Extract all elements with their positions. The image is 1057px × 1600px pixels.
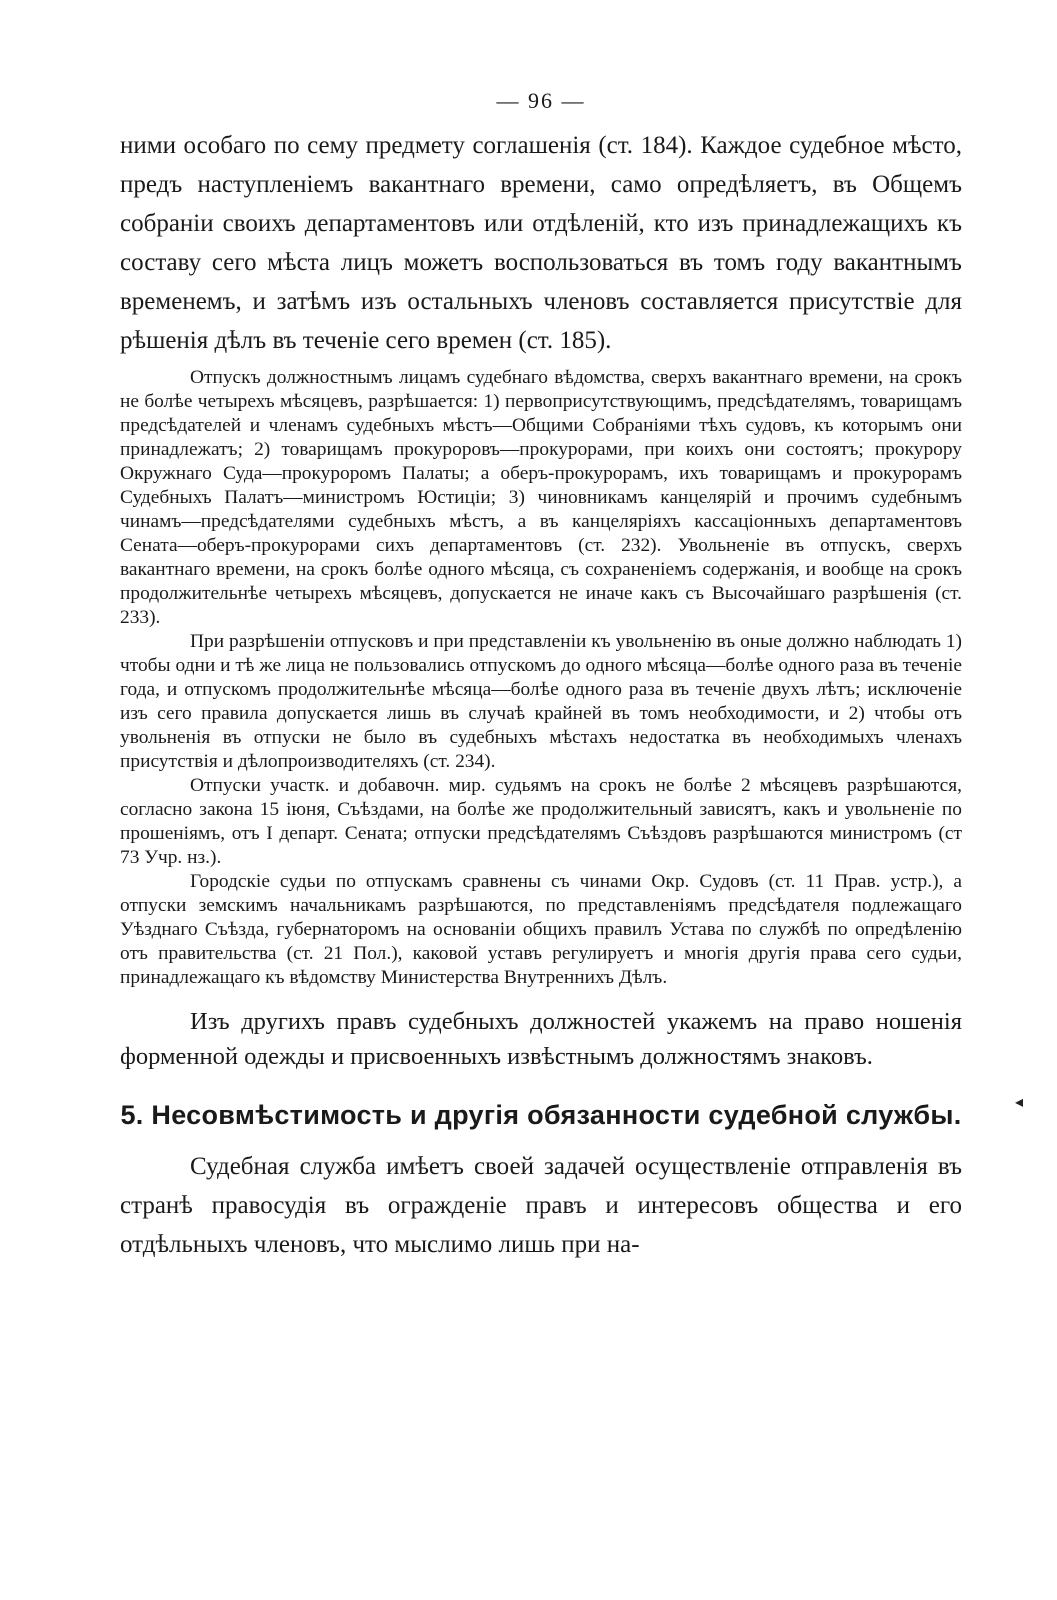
small-paragraph-justices: Отпуски участк. и добавочн. мир. судьямъ на срокъ не болѣе 2 мѣсяцевъ разрѣшаются, согласно закона 15 іюня, Съѣздами, на болѣе же продолжительный зависятъ, какъ и увольненіе по прошеніямъ, отъ I департ. Сената; отпуски предсѣдателямъ Съѣздовъ разрѣшаются министромъ (ст 73 Учр. нз.). xyxy=(120,775,962,868)
small-paragraph-leave: Отпускъ должностнымъ лицамъ судебнаго вѣдомства, сверхъ вакантнаго времени, на срокъ не болѣе четырехъ мѣсяцевъ, разрѣшается: 1) первоприсутствующимъ, предсѣдателямъ, товарищамъ предсѣдателей и членамъ судебныхъ мѣстъ—Общими Собраніями тѣхъ судовъ, къ которымъ они принадлежатъ; 2) товарищамъ прокуроровъ—прокурорами, при коихъ они состоятъ; прокурору Окружнаго Суда—прокуроромъ Палаты; а оберъ-прокурорамъ, ихъ товарищамъ и прокурорамъ Судебныхъ Палатъ—министромъ Юстиціи; 3) чиновникамъ канцелярій и прочимъ судебнымъ чинамъ—предсѣдателями судебныхъ мѣстъ, а въ канцеляріяхъ кассаціонныхъ департаментовъ Сената—оберъ-прокурорами сихъ департаментовъ (ст. 232). Увольненіе въ отпускъ, сверхъ вакантнаго времени, на срокъ болѣе одного мѣсяца, съ сохраненіемъ содержанія, и вообще на срокъ продолжительнѣе четырехъ мѣсяцевъ, допускается не иначе какъ съ Высочайшаго разрѣшенія (ст. 233). xyxy=(120,367,962,628)
mid-section xyxy=(120,1004,962,1074)
top-paragraph: ними особаго по сему предмету соглашенія (ст. 184). Каждое судебное мѣсто, предъ наступленіемъ вакантнаго времени, само опредѣляетъ, въ Общемъ собраніи своихъ департаментовъ или отдѣленій, кто изъ принадлежащихъ къ составу сего мѣста лицъ можетъ воспользоваться въ томъ году вакантнымъ временемъ, и затѣмъ изъ остальныхъ членовъ составляется присутствіе для рѣшенія дѣлъ въ теченіе сего времен (ст. 185). xyxy=(120,132,962,354)
section-heading: 5. Несовмѣстимость и другія обязанности судебной службы. xyxy=(120,1100,962,1130)
mid-paragraph: Изъ другихъ правъ судебныхъ должностей укажемъ на право ношенія форменной одежды и присвоенныхъ извѣстнымъ должностямъ знаковъ. xyxy=(120,1008,962,1070)
small-print-section xyxy=(120,366,962,990)
final-paragraph: Судебная служба имѣетъ своей задачей осуществленіе отправленія въ странѣ правосудія въ огражденіе правъ и интересовъ общества и его отдѣльныхъ членовъ, что мыслимо лишь при на- xyxy=(120,1153,962,1258)
small-paragraph-city-judges: Городскіе судьи по отпускамъ сравнены съ чинами Окр. Судовъ (ст. 11 Прав. устр.), а отпуски земскимъ начальникамъ разрѣшаются, по представленіямъ предсѣдателя подлежащаго Уѣзднаго Съѣзда, губернаторомъ на основаніи общихъ правилъ Устава по службѣ по опредѣленію отъ правительства (ст. 21 Пол.), каковой уставъ регулируетъ и многія другія права сего судьи, принадлежащаго къ вѣдомству Министерства Внутреннихъ Дѣлъ. xyxy=(120,871,962,988)
small-paragraph-rules: При разрѣшеніи отпусковъ и при представленіи къ увольненію въ оные должно наблюдать 1) чтобы одни и тѣ же лица не пользовались отпускомъ до одного мѣсяца—болѣе одного раза въ теченіе года, и отпускомъ продолжительнѣе мѣсяца—болѣе одного раза въ теченіе двухъ лѣтъ; исключеніе изъ сего правила допускается лишь въ случаѣ крайней въ томъ необходимости, и 2) чтобы отъ увольненія въ отпуски не было въ судебныхъ мѣстахъ недостатка въ необходимыхъ членахъ присутствія и дѣлопроизводителяхъ (ст. 234). xyxy=(120,631,962,772)
page-number: — 96 — xyxy=(496,88,586,113)
margin-arrow-icon: ◂ xyxy=(1015,1092,1024,1111)
page xyxy=(120,88,962,1264)
